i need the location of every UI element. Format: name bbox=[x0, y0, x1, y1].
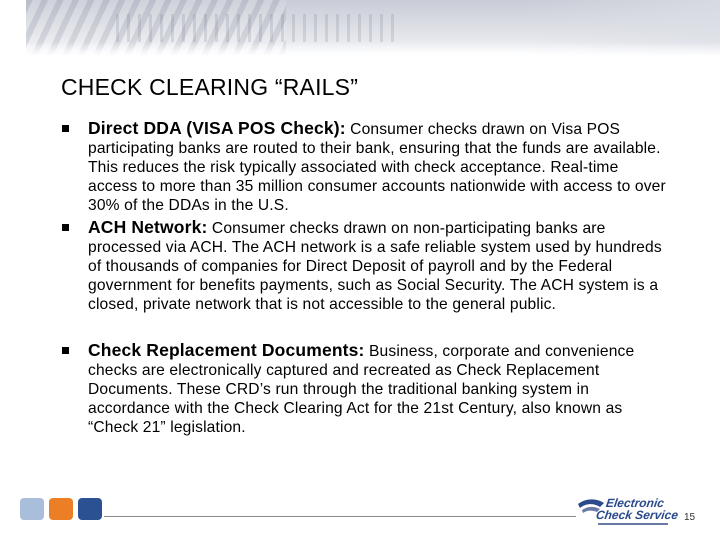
bullet-text: Consumer checks drawn on Visa POS participating banks are routed to their bank, ensuring that the funds are available. This reduces the risk typically associated with check acceptance. Real-time access to more than 35 million consumer accounts nationwide with access to over 30% of the DDAs in the U.S. bbox=[88, 121, 666, 214]
bullet-square-icon bbox=[62, 347, 69, 354]
bullet-text: Consumer checks drawn on non-participating banks are processed via ACH. The ACH network is a safe reliable system used by hundreds of thousands of companies for Direct Deposit of payroll and by the Federal government for benefits payments, such as Social Security. The ACH system is a closed, private network that is not accessible to the general public. bbox=[88, 220, 662, 313]
bullet-square-icon bbox=[62, 224, 69, 231]
logo-text-line2: Check Service bbox=[595, 508, 680, 522]
company-logo bbox=[576, 494, 680, 530]
page-number: 15 bbox=[684, 512, 696, 523]
bullet-heading: Check Replacement Documents: bbox=[88, 340, 365, 360]
slide-title: CHECK CLEARING “RAILS” bbox=[61, 74, 359, 100]
decor-square-dark-blue bbox=[78, 498, 102, 520]
bullet-text: Business, corporate and convenience checks are electronically captured and recreated as Check Replacement Documents. These CRD’s run through the traditional banking system in accordance with the Check Clearing Act for the 21st Century, also known as “Check 21” legislation. bbox=[88, 343, 635, 436]
banner-texture-lines bbox=[116, 14, 396, 42]
logo-tagline-bar bbox=[598, 523, 668, 525]
bullet-heading: ACH Network: bbox=[88, 217, 208, 237]
decor-square-orange bbox=[49, 498, 73, 520]
bullet-ach-network bbox=[88, 218, 672, 315]
logo-text-line1: Electronic bbox=[605, 496, 666, 510]
footer-divider bbox=[104, 516, 576, 517]
bullet-check-replacement bbox=[88, 341, 672, 438]
banner-fade bbox=[26, 42, 720, 56]
bullet-direct-dda bbox=[88, 119, 672, 216]
header-banner bbox=[26, 0, 720, 56]
decor-square-light-blue bbox=[20, 498, 44, 520]
bullet-square-icon bbox=[62, 125, 69, 132]
bullet-heading: Direct DDA (VISA POS Check): bbox=[88, 118, 346, 138]
